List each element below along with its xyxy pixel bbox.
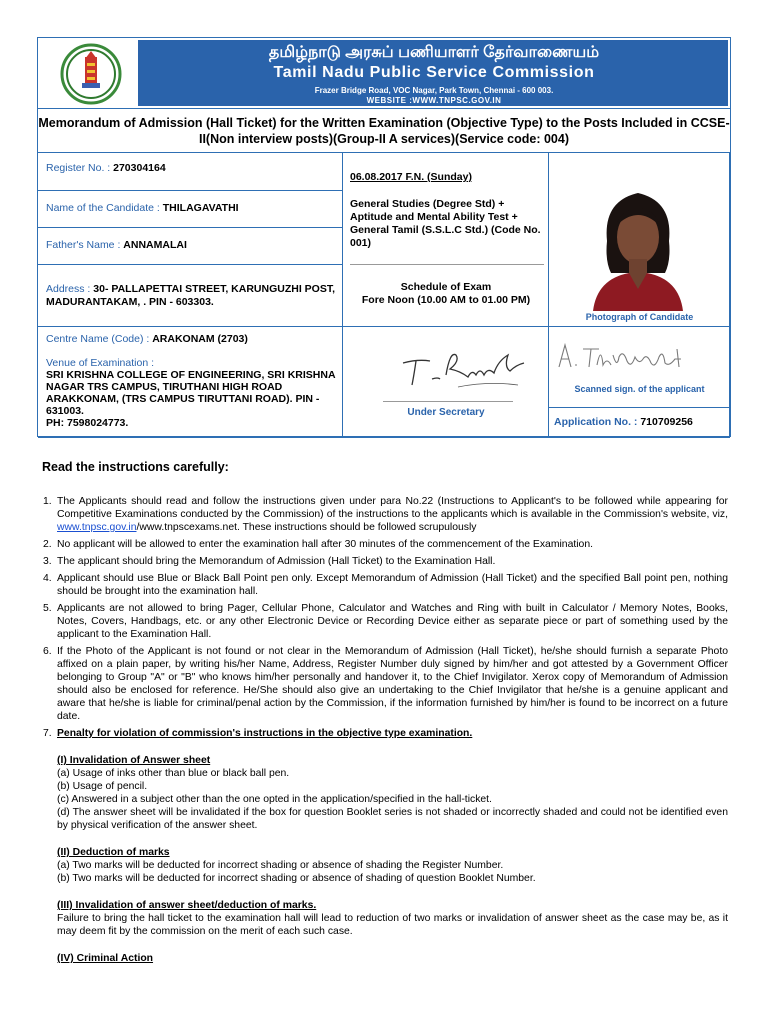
secretary-signature-icon	[398, 341, 528, 391]
commission-address: Frazer Bridge Road, VOC Nagar, Park Town, Chennai - 600 003.	[314, 86, 554, 95]
exam-subject: General Studies (Degree Std) + Aptitude and Mental Ability Test + General Tamil (S.S.L.C Std.) (Code No. 001)	[350, 198, 541, 249]
list-item: 6. If the Photo of the Applicant is not found or not clear in the Memorandum of Admission (Hall Ticket), he/she should furnish a separate Photo affixed on a plain paper, by writing his/her Name, Address, Register Number duly signed by him/her and got attested by a Government Officer belonging to Group "A" or "B" who knows him/her personally and handover it, to the Chief Invigilator. Xerox copy of Memorandum of Admission should also be enclosed for reference. He/She should also give an undertaking to the Chief Invigilator that he/she is a genuine applicant and aware that he/she is liable for criminal/penal action by the Commission, if the information furnished by him/her is found to be incorrect on a future date.	[43, 646, 728, 722]
header-banner	[38, 38, 730, 108]
name-row	[38, 191, 343, 228]
applicant-sign-cell	[549, 327, 730, 408]
centre-label: Centre Name (Code) :	[46, 333, 150, 345]
divider	[350, 264, 544, 265]
photo-caption: Photograph of Candidate	[585, 312, 694, 322]
centre-value: ARAKONAM (2703)	[152, 333, 248, 345]
register-label: Register No. :	[46, 162, 111, 174]
name-label: Name of the Candidate :	[46, 202, 160, 214]
venue-label: Venue of Examination :	[46, 357, 154, 369]
tamil-title: தமிழ்நாடு அரசுப் பணியாளர் தேர்வாணையம்	[268, 44, 600, 61]
secretary-cell	[343, 327, 549, 438]
exam-info-cell	[343, 153, 549, 327]
penalty-criminal-action: (IV) Criminal Action	[57, 953, 154, 964]
list-item: 7. Penalty for violation of commission's instructions in the objective type examination. (I) Invalidation of Answer sheet (a) Usage of inks other than blue or black ball pen. (b) Usage of pencil. (c) Answered in a subject other than the one opted in the application/specified in the hall-ticket. (d) The answer sheet will be invalidated if the box for question Booklet series is not shaded or incorrectly shaded and could not be identified even by physical verification of the answer sheet. (II) Deduction of marks (a) Two marks will be deducted for incorrect shading or absence of shading the Register Number. (b) Two marks will be deducted for incorrect shading or absence of shading of question Booklet Number. (III) Invalidation of answer sheet/deduction of marks. Failure to bring the hall ticket to the examination hall will lead to reduction of two marks or invalidation of answer sheet as the case may be, as it may deem fit by the commission on the merit of each such case. (IV) Criminal Action	[43, 728, 728, 964]
register-row	[38, 153, 343, 191]
application-value: 710709256	[640, 416, 693, 428]
register-value: 270304164	[113, 162, 166, 174]
memo-title: Memorandum of Admission (Hall Ticket) for the Written Examination (Objective Type) to the Posts Included in CCSE-II(Non interview posts)(Group-II A services)(Service code: 004)	[38, 108, 730, 152]
schedule-time: Fore Noon (10.00 AM to 01.00 PM)	[361, 294, 531, 306]
centre-row	[38, 327, 343, 438]
commission-website: WEBSITE :WWW.TNPSC.GOV.IN	[366, 96, 502, 105]
list-item: 4. Applicant should use Blue or Black Ball Point pen only. Except Memorandum of Admission (Hall Ticket) and the specified Ball point pen, nothing should be brought into the examination hall.	[43, 573, 728, 597]
english-title: Tamil Nadu Public Service Commission	[273, 64, 595, 81]
penalty-deduction: (II) Deduction of marks (a) Two marks will be deducted for incorrect shading or absence of shading the Register Number. (b) Two marks will be deducted for incorrect shading or absence of shading of question Booklet Number.	[57, 847, 536, 884]
father-value: ANNAMALAI	[123, 239, 187, 251]
penalty-invalidation-deduction: (III) Invalidation of answer sheet/deduction of marks. Failure to bring the hall ticket to the examination hall will lead to reduction of two marks or invalidation of answer sheet as the case may be, as it may deem fit by the commission on the merit of each such case.	[57, 900, 728, 937]
instructions-list	[43, 495, 728, 969]
sign-caption: Scanned sign. of the applicant	[574, 384, 705, 394]
exam-date: 06.08.2017 F.N. (Sunday)	[350, 171, 472, 183]
signature-line	[383, 401, 513, 402]
address-label: Address :	[46, 283, 91, 295]
list-item: 5. Applicants are not allowed to bring Pager, Cellular Phone, Calculator and Watches and Ring with built in Calculator / Memory Notes, Books, Notes, Covers, Handbags, etc. or any other Electronic Device or Recording Device either as separate piece or part of something used by the applicant to the Examination Hall.	[43, 603, 728, 640]
address-value: 30- PALLAPETTAI STREET, KARUNGUZHI POST, MADURANTAKAM, . PIN - 603303.	[46, 283, 335, 308]
list-item: 3. The applicant should bring the Memorandum of Admission (Hall Ticket) to the Examination Hall.	[43, 556, 496, 567]
tnpsc-website-link[interactable]: www.tnpsc.gov.in	[57, 522, 137, 533]
applicant-signature-icon	[555, 339, 705, 375]
tnpsc-emblem-icon	[52, 43, 130, 105]
penalty-invalidation: (I) Invalidation of Answer sheet (a) Usage of inks other than blue or black ball pen. (b) Usage of pencil. (c) Answered in a subject other than the one opted in the application/specified in the hall-ticket. (d) The answer sheet will be invalidated if the box for question Booklet series is not shaded or incorrectly shaded and could not be identified even by physical verification of the answer sheet.	[57, 755, 728, 831]
list-item: 1. The Applicants should read and follow the instructions given under para No.22 (Instructions to Applicant's to be followed while appearing for Competitive Examinations conducted by the Commission) of the instructions to the applicants which is available in the Commission's website, viz, www.tnpsc.gov.in/www.tnpscexams.net. These instructions should be followed scrupulously	[43, 496, 728, 533]
phone-value: PH: 7598024773.	[46, 417, 129, 429]
name-value: THILAGAVATHI	[162, 202, 239, 214]
candidate-grid	[38, 152, 730, 437]
photo-cell	[549, 153, 730, 327]
application-label: Application No. :	[554, 416, 638, 428]
list-item: 2. No applicant will be allowed to enter the examination hall after 30 minutes of the commencement of the Examination.	[43, 539, 593, 550]
candidate-photo	[587, 181, 689, 311]
under-secretary-label: Under Secretary	[407, 407, 485, 418]
father-label: Father's Name :	[46, 239, 121, 251]
schedule-title: Schedule of Exam	[400, 281, 492, 293]
hall-ticket-frame	[37, 37, 731, 437]
address-row	[38, 265, 343, 327]
instructions-title: Read the instructions carefully:	[42, 460, 229, 474]
application-row	[549, 408, 730, 438]
father-row	[38, 228, 343, 265]
venue-value: SRI KRISHNA COLLEGE OF ENGINEERING, SRI KRISHNA NAGAR TRS CAMPUS, TIRUTHANI HIGH ROAD ARAKKONAM, (TRS CAMPUS TIRUTTANI ROAD). PIN - 631003.	[46, 369, 336, 417]
